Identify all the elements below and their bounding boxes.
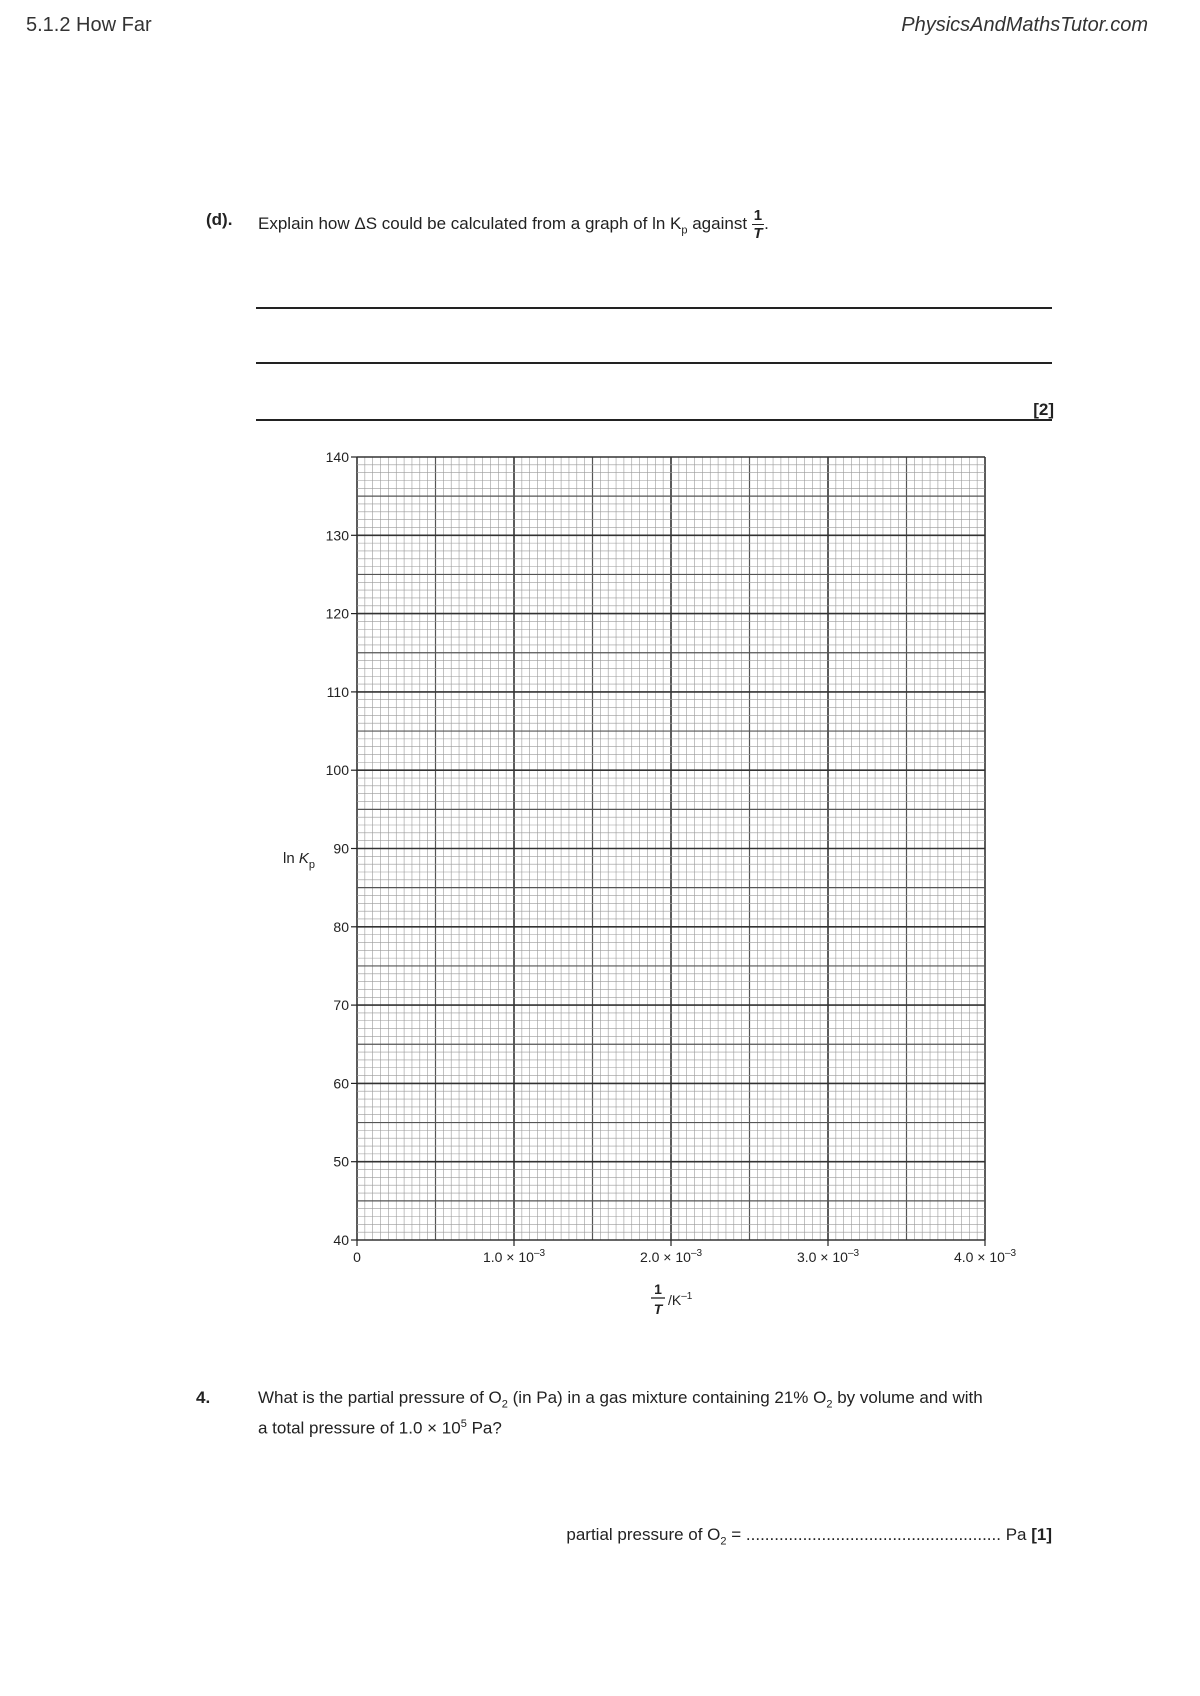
question-4-text	[258, 1388, 1058, 1439]
y-tick-label: 140	[325, 449, 349, 465]
y-tick-label: 70	[333, 997, 349, 1014]
x-tick-label: $2.0 \times 10^{-3}$	[639, 1248, 703, 1265]
y-tick-label: 100	[325, 762, 349, 779]
marks-d: [2]	[1033, 400, 1054, 419]
q4-line1-b: (in Pa) in a gas mixture containing 21% O	[507, 1388, 827, 1407]
answer-label-b: =	[726, 1525, 746, 1544]
y-axis-ticks	[326, 449, 357, 1248]
marks-4: [1]	[1031, 1525, 1052, 1544]
answer-label-a: partial pressure of O	[566, 1525, 721, 1544]
q4-line1-a: What is the partial pressure of O	[258, 1388, 502, 1407]
x-axis-label-unit: $/K^{-1}$	[668, 1291, 693, 1308]
question-d-label: (d).	[206, 210, 233, 229]
x-tick-label: 0	[353, 1249, 361, 1265]
y-tick-label: 40	[333, 1232, 349, 1248]
question-4-number: 4.	[196, 1388, 211, 1407]
x-tick-exponent: –3	[1004, 1248, 1017, 1259]
y-tick-label: 90	[333, 840, 349, 857]
answer-dots[interactable]: ......................................................	[745, 1525, 1001, 1544]
question-d-text-against: against	[687, 213, 752, 233]
y-axis-label: $\ln K_p$	[283, 850, 315, 871]
x-tick-exponent: –3	[690, 1248, 703, 1259]
y-tick-label: 130	[325, 527, 349, 544]
y-tick-label: 50	[333, 1153, 349, 1170]
y-tick-label: 80	[333, 918, 349, 935]
y-axis-label-subscript: p	[308, 859, 315, 871]
y-tick-label: 120	[325, 605, 349, 622]
x-tick-exponent: –3	[847, 1248, 860, 1259]
o2-subscript: 2	[501, 1398, 508, 1411]
x-axis-label-numerator: 1	[654, 1281, 662, 1297]
fraction-denominator: T	[753, 225, 763, 242]
o2-subscript-2: 2	[826, 1398, 833, 1411]
q4-line1-c: by volume and with	[832, 1388, 983, 1407]
x-tick-label: $4.0 \times 10^{-3}$	[953, 1248, 1017, 1265]
fraction-numerator: 1	[753, 207, 763, 224]
x-axis-label-unit-exponent: –1	[681, 1291, 693, 1302]
kp-subscript: p	[681, 224, 688, 237]
y-tick-label: 110	[326, 683, 349, 700]
site-name: PhysicsAndMathsTutor.com	[901, 14, 1148, 36]
question-d-text-before: Explain how ΔS could be calculated from a graph of ln K	[258, 213, 682, 233]
question-d-text-end: .	[764, 213, 769, 233]
answer-row[interactable]	[566, 1525, 1052, 1547]
x-axis-label-denominator: T	[653, 1301, 663, 1317]
grid-lines	[357, 457, 985, 1240]
answer-unit: Pa	[1000, 1525, 1032, 1544]
x-tick-label: $3.0 \times 10^{-3}$	[796, 1248, 860, 1265]
x-axis-ticks	[353, 1240, 1016, 1265]
x-tick-exponent: –3	[533, 1248, 546, 1259]
section-title: 5.1.2 How Far	[26, 14, 152, 36]
answer-o2-subscript: 2	[720, 1535, 727, 1548]
x-tick-label: $1.0 \times 10^{-3}$	[482, 1248, 546, 1265]
q4-line2-b: Pa?	[466, 1419, 502, 1439]
q4-line2-a: a total pressure of 1.0 × 10	[258, 1419, 461, 1439]
exponent-superscript: 5	[460, 1418, 467, 1431]
y-tick-label: 60	[333, 1075, 349, 1092]
